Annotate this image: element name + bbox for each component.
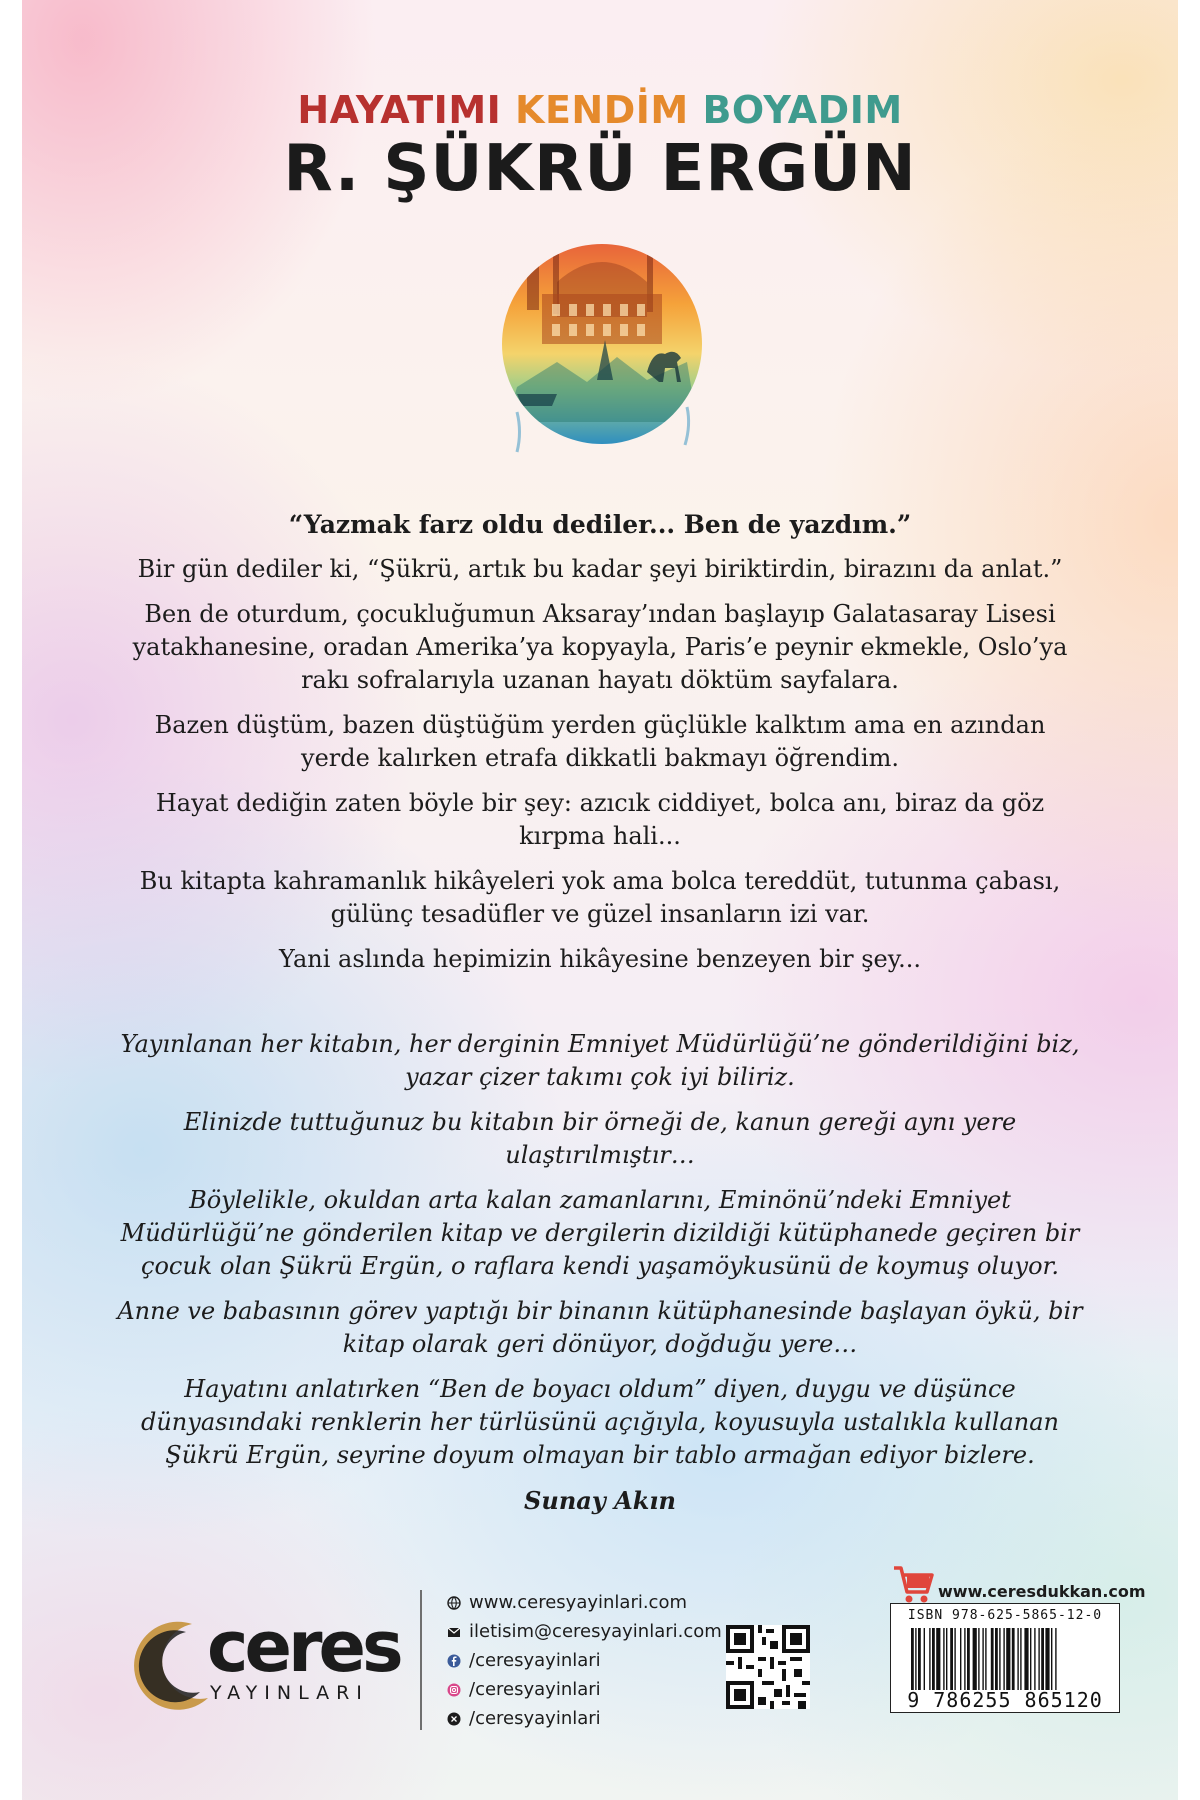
barcode-bar — [999, 1628, 1000, 1690]
barcode-bar — [929, 1628, 930, 1690]
review-paragraph: Böylelikle, okuldan arta kalan zamanlarını, Eminönü’ndeki Emniyet Müdürlüğü’ne gönderilen kitap ve dergilerin dizildiği kütüphanede geçiren bir çocuk olan Şükrü Ergün, o raflara kendi yaşamöykusünü de koymuş oluyor. — [120, 1186, 1080, 1280]
barcode — [911, 1628, 1107, 1690]
barcode-bar — [991, 1628, 994, 1690]
barcode-bar — [911, 1628, 914, 1690]
shopping-cart-icon — [892, 1562, 934, 1606]
review-section — [112, 1028, 1088, 1529]
barcode-bar — [1034, 1628, 1035, 1690]
barcode-bar — [915, 1628, 916, 1690]
contact-email[interactable] — [447, 1617, 722, 1646]
barcode-bar — [1020, 1628, 1021, 1690]
blurb-paragraph: Ben de oturdum, çocukluğumun Aksaray’ından başlayıp Galatasaray Lisesi yatakhanesine, oradan Amerika’ya kopyayla, Paris’e peynir ekmekle, Oslo’ya rakı sofralarıyla uzanan hayatı döktüm sayfalara. — [132, 600, 1068, 694]
mail-icon — [447, 1625, 461, 1639]
contact-text: /ceresyayinlari — [469, 1708, 601, 1729]
barcode-bar — [1055, 1628, 1056, 1690]
barcode-bar — [954, 1628, 955, 1690]
contact-list — [447, 1588, 722, 1733]
shop-url: www.ceresdukkan.com — [938, 1582, 1146, 1601]
barcode-bar — [936, 1628, 940, 1690]
book-back-cover — [22, 0, 1178, 1800]
blurb-section — [122, 508, 1078, 988]
publisher-logo — [122, 1606, 402, 1712]
barcode-bar — [973, 1628, 977, 1690]
contact-text: /ceresyayinlari — [469, 1650, 601, 1671]
barcode-bar — [995, 1628, 998, 1690]
series-title-word-2: KENDİM — [515, 88, 689, 132]
barcode-bar — [985, 1628, 986, 1690]
contact-instagram[interactable] — [447, 1675, 722, 1704]
barcode-bar — [1017, 1628, 1018, 1690]
contact-text: iletisim@ceresyayinlari.com — [469, 1621, 722, 1642]
barcode-bar — [1030, 1628, 1031, 1690]
barcode-bar — [1006, 1628, 1010, 1690]
isbn-label: ISBN 978-625-5865-12-0 — [907, 1608, 1103, 1623]
barcode-bar — [982, 1628, 983, 1690]
barcode-bar — [1051, 1628, 1052, 1690]
publisher-subtitle: YAYINLARI — [210, 1682, 369, 1704]
publisher-name: ceres — [207, 1606, 400, 1688]
divider — [420, 1590, 422, 1730]
series-title-word-3: BOYADIM — [702, 88, 903, 132]
series-title-word-1: HAYATIMI — [297, 88, 502, 132]
author-name: R. ŞÜKRÜ ERGÜN — [283, 132, 917, 206]
review-paragraph: Yayınlanan her kitabın, her derginin Emniyet Müdürlüğü’ne gönderildiğini biz, yazar çizer takımı çok iyi biliriz. — [120, 1030, 1080, 1091]
barcode-bar — [943, 1628, 944, 1690]
blurb-paragraph: Bazen düştüm, bazen düştüğüm yerden güçlükle kalktım ama en azından yerde kalırken etrafa dikkatli bakmayı öğrendim. — [154, 711, 1046, 772]
barcode-bar — [1024, 1628, 1028, 1690]
blurb-paragraph: Yani aslında hepimizin hikâyesine benzeyen bir şey... — [279, 945, 921, 973]
contact-website[interactable] — [447, 1588, 722, 1617]
contact-x[interactable] — [447, 1704, 722, 1733]
barcode-bar — [1038, 1628, 1039, 1690]
barcode-bar — [946, 1628, 947, 1690]
barcode-bar — [1012, 1628, 1015, 1690]
barcode-bar — [932, 1628, 935, 1690]
barcode-bar — [978, 1628, 979, 1690]
barcode-bar — [950, 1628, 953, 1690]
globe-icon — [447, 1596, 461, 1610]
review-paragraph: Anne ve babasının görev yaptığı bir binanın kütüphanesinde başlayan öykü, bir kitap olarak geri dönüyor, doğduğu yere… — [117, 1297, 1083, 1358]
watercolor-cityscape-emblem — [497, 222, 707, 476]
blurb-paragraph: Hayat dediğin zaten böyle bir şey: azıcık ciddiyet, bolca anı, biraz da göz kırpma hali... — [155, 789, 1045, 850]
series-title — [22, 88, 1178, 132]
instagram-icon — [447, 1683, 461, 1697]
qr-code[interactable] — [726, 1625, 810, 1709]
blurb-quote: “Yazmak farz oldu dediler... Ben de yazdım.” — [288, 510, 912, 539]
review-paragraph: Hayatını anlatırken “Ben de boyacı oldum” diyen, duygu ve düşünce dünyasındaki renklerin her türlüsünü açığıyla, koyusuyla ustalıkla kullanan Şükrü Ergün, seyrine doyum olmayan bir tablo armağan ediyor bizlere. — [140, 1375, 1060, 1469]
barcode-bar — [967, 1628, 970, 1690]
contact-text: www.ceresyayinlari.com — [469, 1592, 688, 1613]
barcode-bar — [924, 1628, 925, 1690]
barcode-bar — [964, 1628, 965, 1690]
contact-text: /ceresyayinlari — [469, 1679, 601, 1700]
barcode-bar — [1045, 1628, 1049, 1690]
contact-facebook[interactable] — [447, 1646, 722, 1675]
isbn-digits: 9 786255 865120 — [907, 1688, 1103, 1712]
isbn-barcode — [890, 1603, 1120, 1713]
blurb-paragraph: Bir gün dediler ki, “Şükrü, artık bu kadar şeyi biriktirdin, birazını da anlat.” — [137, 555, 1063, 583]
barcode-bar — [1041, 1628, 1044, 1690]
facebook-icon — [447, 1654, 461, 1668]
blurb-paragraph: Bu kitapta kahramanlık hikâyeleri yok ama bolca tereddüt, tutunma çabası, gülünç tesadüfler ve güzel insanların izi var. — [139, 867, 1061, 928]
review-signature: Sunay Akın — [524, 1486, 676, 1515]
barcode-bar — [1003, 1628, 1004, 1690]
ceres-crescent-icon — [122, 1612, 216, 1712]
review-paragraph: Elinizde tuttuğunuz bu kitabın bir örneği de, kanun gereği aynı yere ulaştırılmıştır… — [183, 1108, 1017, 1169]
x-icon — [447, 1712, 461, 1726]
barcode-bar — [918, 1628, 921, 1690]
barcode-bar — [960, 1628, 961, 1690]
